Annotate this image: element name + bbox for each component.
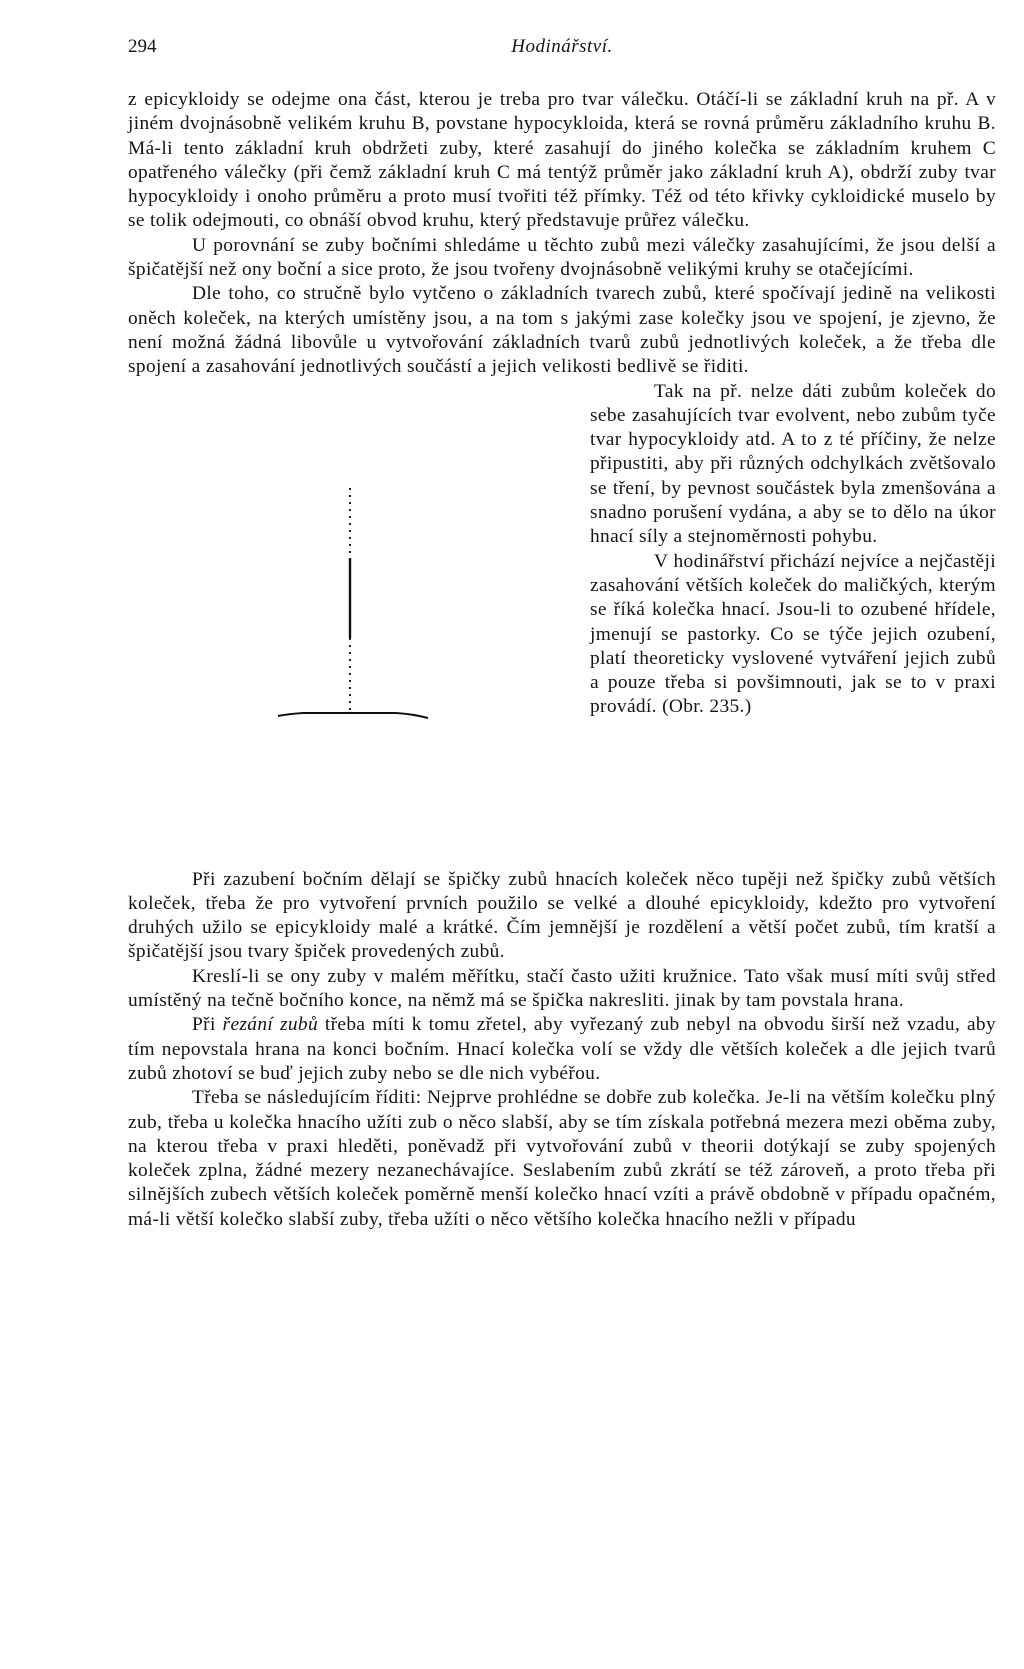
paragraph: Dle toho, co stručně bylo vytčeno o základních tvarech zubů, které spočívají jedině na velikosti oněch koleček, na kterých umístěny jsou, a na tom s jakými zase kolečky jsou ve spojení, je zjevno, že není možná žádná libovůle u vytvořování základních tvarů zubů jednotlivých koleček, a že třeba dle spojení a zasahování jednotlivých součástí a jejich velikosti bedlivě se řiditi. [128, 283, 996, 378]
paragraph-text: třeba míti k tomu zřetel, aby vyřezaný zub nebyl na obvodu širší než vzadu, aby tím nepovstala hrana na konci bočním. Hnací kolečka volí se vždy dle větších koleček a dle jejich tvarů zubů zhotoví se buď jejich zuby nebo se dle nich vybéřou. [128, 1014, 996, 1084]
running-title: Hodinářství. [511, 36, 613, 57]
figure-with-text [128, 380, 996, 868]
paragraph: U porovnání se zuby bočními shledáme u těchto zubů mezi válečky zasahujícími, že jsou delší a špičatější než ony boční a sice proto, že jsou tvořeny dvojnásobně velikými kruhy se otačejícími. [128, 234, 996, 281]
paragraph: Při zazubení bočním dělají se špičky zubů hnacích koleček něco tupěji než špičky zubů větších koleček, třeba že pro vytvoření prvních použilo se velké a dlouhé epicykloidy, kdežto pro vytvoření druhých užilo se epicykloidy malé a krátké. Čím jemnější je rozdělení a větší počet zubů, tím kratší a špičatější jsou tvary špiček provedených zubů. [128, 868, 996, 963]
paragraph: Tak na př. nelze dáti zubům koleček do sebe zasahujících tvar evolvent, nebo zubům tyče tvar hypocykloidy atd. A to z té příčiny, že nelze připustiti, aby při různých odchylkách zvětšovalo se tření, by pevnost součástek byla zmenšována a snadno porušení vydána, a aby se to dělo na úkor hnací síly a stejnoměrnosti pohybu. [590, 380, 996, 548]
figure-235 [128, 380, 578, 868]
page-number: 294 [128, 36, 157, 57]
paragraph: z epicykloidy se odejme ona část, kterou je treba pro tvar válečku. Otáčí-li se základní kruh na př. A v jiném dvojnásobně velikém kruhu B, povstane hypocykloida, která se rovná průměru základního kruhu B. Má-li tento základní kruh obdržeti zuby, které zasahují do jiného kolečka se základním kruhem C opatřeného válečky (při čemž základní kruh C má tentýž průměr jako základní kruh A), obdrží zuby tvar hypocykloidy i onoho průměru a proto musí tvořiti též přímky. Též od této křivky cykloidické muselo by se tolik odejmouti, co obnáší obvod kruhu, který představuje průřez válečku. [128, 89, 996, 232]
paragraph: Kreslí-li se ony zuby v malém měřítku, stačí často užiti kružnice. Tato však musí míti svůj střed umístěný na tečně bočního konce, na němž má se špička nakresliti. jinak by tam povstala hrana. [128, 965, 996, 1012]
page-header [128, 36, 996, 62]
body-text [128, 88, 996, 1232]
figure-side-text [590, 380, 996, 720]
paragraph: V hodinářství přichází nejvíce a nejčastěji zasahování větších koleček do maličkých, kterým se říká kolečka hnací. Jsou-li to ozubené hřídele, jmenují se pastorky. Co se týče jejich ozubení, platí theoreticky vyslovené vytváření jejich zubů a pouze třeba si povšimnouti, jak se to v praxi provádí. (Obr. 235.) [590, 550, 996, 718]
paragraph-text: Při [192, 1014, 223, 1036]
paragraph: Třeba se následujícím říditi: Nejprve prohlédne se dobře zub kolečka. Je-li na větším kolečku plný zub, třeba u kolečka hnacího užíti zub o něco slabší, aby se tím získala potřebná mezera mezi oběma zuby, na kterou třeba v praxi hleděti, poněvadž při vytvořování zubů v theorii dotýkají se zuby spojených koleček zplna, žádné mezery nezanechávajíce. Seslabením zubů zkrátí se též zároveň, a proto třeba při silnějších zubech větších koleček poměrně menší kolečko hnací vzíti a právě obdobně v případu opačném, má-li větší kolečko slabší zuby, třeba užíti o něco většího kolečka hnacího nežli v případu [128, 1087, 996, 1230]
paragraph [128, 1013, 996, 1086]
emphasized-term: řezání zubů [222, 1014, 319, 1036]
figure-drawing [128, 380, 578, 868]
